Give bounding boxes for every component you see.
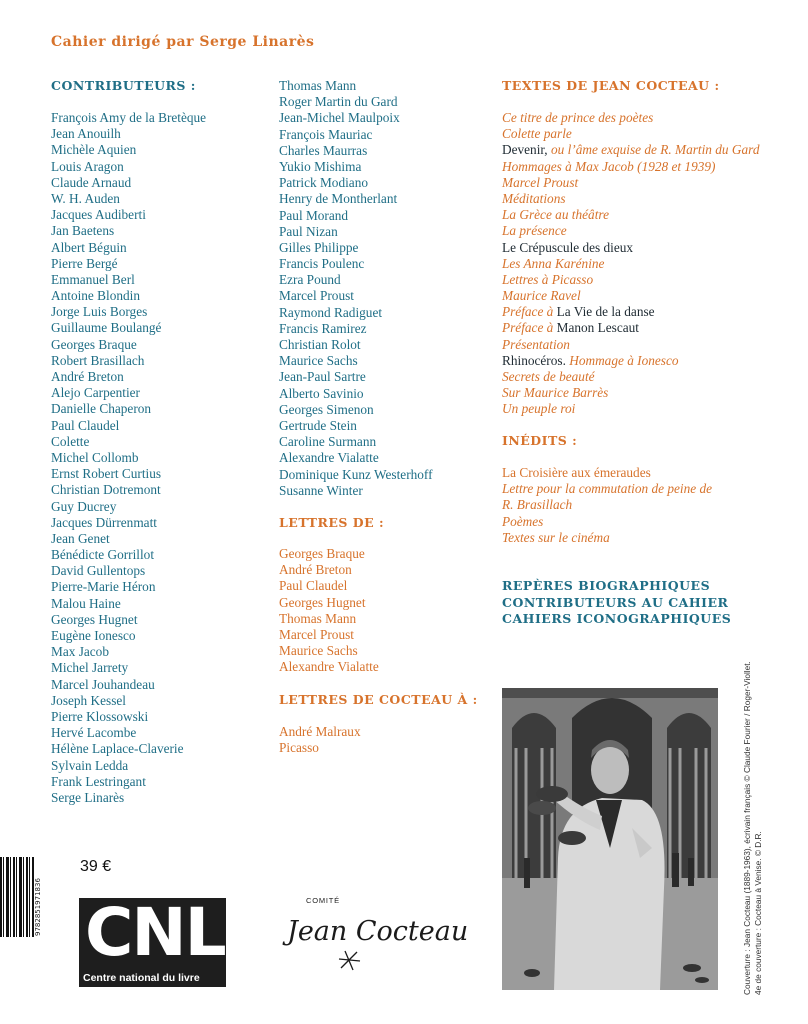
lettre-cocteau-item: Picasso: [279, 740, 319, 756]
texte-item: [502, 272, 759, 288]
lettre-item: André Breton: [279, 562, 352, 578]
contributor-item: Jean-Paul Sartre: [279, 369, 366, 385]
lettre-item: Maurice Sachs: [279, 643, 358, 659]
contributor-item: Pierre-Marie Héron: [51, 579, 156, 595]
contributor-item: Frank Lestringant: [51, 773, 146, 789]
contributor-item: André Breton: [51, 369, 124, 384]
contributor-item: Ernst Robert Curtius: [51, 466, 162, 482]
texte-item: [502, 320, 759, 336]
inedit-item-text: Lettre pour la commutation de peine de: [502, 481, 713, 497]
inedits-heading: INÉDITS :: [502, 433, 578, 448]
contributor-item: Ezra Pound: [279, 272, 341, 288]
texte-item: [502, 337, 759, 353]
texte-item-text: Lettres à Picasso: [502, 271, 594, 287]
inedits-list: [502, 465, 712, 546]
texte-item: [502, 304, 759, 320]
contributor-item: Paul Morand: [279, 207, 349, 223]
texte-item: [502, 207, 759, 223]
contributor-item: Louis Aragon: [51, 158, 124, 174]
inedit-item: [502, 530, 712, 546]
lettre-item: Georges Braque: [279, 546, 365, 561]
contributors-list-col1: [51, 110, 206, 806]
contributor-item: David Gullentops: [51, 563, 146, 579]
texte-item: [502, 110, 759, 126]
contributor-item: Gertrude Stein: [279, 417, 357, 433]
contributor-item: Emmanuel Berl: [51, 271, 135, 287]
contributor-item: Robert Brasillach: [51, 352, 145, 368]
texte-item-text: Ce titre de prince des poètes: [502, 110, 654, 125]
contributor-item: Susanne Winter: [279, 482, 363, 498]
texte-item: [502, 142, 759, 158]
cnl-logo: [79, 894, 226, 987]
lettre-item: Alexandre Vialatte: [279, 659, 379, 675]
lettre-item: Paul Claudel: [279, 578, 348, 594]
texte-item: [502, 191, 759, 207]
texte-item-text: Préface à: [502, 304, 557, 320]
contributor-item: Pierre Bergé: [51, 255, 118, 271]
texte-item-text: La Vie de la danse: [556, 304, 655, 320]
cocteau-signature: [283, 906, 469, 974]
contributor-item: W. H. Auden: [51, 190, 120, 206]
texte-item: [502, 159, 759, 175]
texte-item-text: Préface à: [502, 320, 557, 336]
texte-item-text: ou l’âme exquise de R. Martin du Gard: [550, 142, 760, 158]
comite-label: COMITÉ: [306, 896, 340, 905]
contributor-item: Michèle Aquien: [51, 142, 137, 158]
contributor-item: Alberto Savinio: [279, 385, 364, 401]
contributor-item: Paul Nizan: [279, 223, 338, 239]
contributor-item: Gilles Philippe: [279, 239, 359, 255]
texte-item: [502, 369, 759, 385]
texte-item-text: Hommage à Ionesco: [569, 352, 679, 368]
bio-sections: [502, 578, 731, 628]
inedit-item: [502, 514, 712, 530]
star-icon: [339, 951, 360, 970]
texte-item: [502, 240, 759, 256]
barcode: [0, 857, 34, 937]
inedit-item: [502, 481, 712, 497]
lettres-de-list: [279, 546, 379, 676]
contributor-item: Hélène Laplace-Claverie: [51, 741, 184, 757]
texte-item-text: Rhinocéros.: [502, 352, 570, 368]
contributor-item: Georges Simenon: [279, 401, 374, 417]
texte-item-text: Marcel Proust: [502, 174, 579, 190]
inedit-item: [502, 465, 712, 481]
contributors-heading: CONTRIBUTEURS :: [51, 78, 196, 93]
bio-section-item: REPÈRES BIOGRAPHIQUES: [502, 578, 711, 593]
cocteau-venice-photo: [502, 688, 718, 990]
signature-text: Jean Cocteau: [287, 916, 469, 947]
contributor-item: Georges Braque: [51, 336, 137, 352]
barcode-number: 9782851971836: [34, 878, 42, 936]
contributor-item: François Mauriac: [279, 126, 373, 142]
contributor-item: Eugène Ionesco: [51, 628, 136, 643]
texte-item: [502, 385, 759, 401]
contributor-item: Jorge Luis Borges: [51, 304, 148, 320]
contributor-item: Marcel Jouhandeau: [51, 676, 155, 692]
contributor-item: Antoine Blondin: [51, 288, 141, 304]
contributor-item: Dominique Kunz Westerhoff: [279, 466, 433, 482]
contributor-item: Paul Claudel: [51, 417, 120, 433]
contributor-item: Maurice Sachs: [279, 353, 358, 369]
contributor-item: Serge Linarès: [51, 789, 125, 805]
contributor-item: Christian Dotremont: [51, 482, 161, 498]
contributor-item: Roger Martin du Gard: [279, 94, 398, 110]
contributor-item: Caroline Surmann: [279, 434, 377, 450]
contributor-item: Jacques Audiberti: [51, 207, 146, 223]
contributor-item: Alexandre Vialatte: [279, 450, 379, 466]
lettres-de-cocteau-list: [279, 724, 361, 756]
contributor-item: Francis Ramirez: [279, 320, 367, 336]
texte-item-text: Les Anna Karénine: [502, 255, 605, 271]
contributor-item: Michel Collomb: [51, 449, 139, 465]
contributor-item: Alejo Carpentier: [51, 385, 140, 401]
inedit-item-text: Textes sur le cinéma: [502, 529, 610, 545]
contributor-item: Guillaume Boulangé: [51, 320, 162, 336]
lettre-item: Thomas Mann: [279, 610, 357, 626]
contributor-item: Claude Arnaud: [51, 174, 132, 190]
contributor-item: Thomas Mann: [279, 78, 357, 93]
cnl-logo-caption: Centre national du livre: [83, 972, 200, 984]
inedit-item-text: R. Brasillach: [502, 497, 573, 513]
texte-item-text: La Grèce au théâtre: [502, 207, 609, 223]
texte-item: [502, 256, 759, 272]
inedit-item-text: La Croisière aux émeraudes: [502, 465, 651, 480]
texte-item-text: Hommages à Max Jacob (1928 et 1939): [502, 158, 716, 174]
contributor-item: Raymond Radiguet: [279, 304, 383, 320]
caption-line-1: Couverture : Jean Cocteau (1889-1963), écrivain français © Claude Fourier / Roger-Viollet.: [742, 661, 752, 995]
contributor-item: Guy Ducrey: [51, 498, 117, 514]
contributor-item: Pierre Klossowski: [51, 708, 149, 724]
texte-item: [502, 288, 759, 304]
contributor-item: Yukio Mishima: [279, 158, 362, 174]
contributor-item: François Amy de la Bretèque: [51, 110, 207, 125]
texte-item-text: Maurice Ravel: [502, 288, 581, 304]
contributor-item: Sylvain Ledda: [51, 757, 129, 773]
textes-list: [502, 110, 759, 418]
textes-heading: TEXTES DE JEAN COCTEAU :: [502, 78, 720, 93]
contributors-list-col2: [279, 78, 433, 499]
contributor-item: Colette: [51, 433, 90, 449]
contributor-item: Jacques Dürrenmatt: [51, 514, 157, 530]
texte-item-text: Un peuple roi: [502, 401, 576, 417]
texte-item-text: Sur Maurice Barrès: [502, 385, 609, 401]
texte-item-text: Présentation: [502, 336, 570, 352]
texte-item-text: Manon Lescaut: [556, 320, 639, 336]
editor-line: Cahier dirigé par Serge Linarès: [51, 34, 315, 50]
contributor-item: Michel Jarrety: [51, 660, 129, 676]
contributor-item: Malou Haine: [51, 595, 121, 611]
lettre-item: Georges Hugnet: [279, 594, 366, 610]
contributor-item: Patrick Modiano: [279, 175, 369, 191]
contributor-item: Christian Rolot: [279, 337, 361, 352]
texte-item-text: Devenir,: [502, 142, 551, 158]
texte-item-text: Secrets de beauté: [502, 369, 595, 384]
contributor-item: Hervé Lacombe: [51, 725, 137, 741]
contributor-item: Danielle Chaperon: [51, 401, 152, 417]
caption-line-2: 4e de couverture : Cocteau à Venise. © D.R.: [752, 831, 763, 995]
texte-item: [502, 126, 759, 142]
contributor-item: Henry de Montherlant: [279, 191, 398, 207]
texte-item: [502, 175, 759, 191]
texte-item-text: Le Crépuscule des dieux: [502, 239, 634, 255]
lettres-de-cocteau-heading: LETTRES DE COCTEAU À :: [279, 692, 478, 707]
contributor-item: Albert Béguin: [51, 239, 127, 255]
bio-section-item: CONTRIBUTEURS AU CAHIER: [502, 594, 729, 610]
contributor-item: Jean-Michel Maulpoix: [279, 110, 400, 126]
lettre-cocteau-item: André Malraux: [279, 724, 361, 739]
contributor-item: Max Jacob: [51, 644, 109, 660]
texte-item: [502, 401, 759, 417]
contributor-item: Georges Hugnet: [51, 611, 138, 627]
cnl-logo-letters: CNL: [85, 894, 225, 971]
lettres-de-heading: LETTRES DE :: [279, 515, 385, 530]
texte-item-text: Colette parle: [502, 126, 572, 142]
inedit-item-text: Poèmes: [502, 513, 544, 529]
contributor-item: Bénédicte Gorrillot: [51, 547, 155, 563]
contributor-item: Jean Anouilh: [51, 126, 121, 142]
lettre-item: Marcel Proust: [279, 626, 354, 642]
price: 39 €: [80, 858, 112, 875]
contributor-item: Marcel Proust: [279, 288, 354, 304]
contributor-item: Charles Maurras: [279, 142, 368, 158]
bio-section-item: CAHIERS ICONOGRAPHIQUES: [502, 611, 732, 626]
texte-item: [502, 353, 759, 369]
contributor-item: Joseph Kessel: [51, 692, 126, 708]
texte-item: [502, 223, 759, 239]
contributor-item: Jean Genet: [51, 530, 110, 546]
inedit-item: [502, 497, 712, 513]
texte-item-text: Méditations: [502, 190, 566, 206]
contributor-item: Francis Poulenc: [279, 256, 365, 272]
contributor-item: Jan Baetens: [51, 223, 115, 239]
texte-item-text: La présence: [502, 223, 567, 239]
